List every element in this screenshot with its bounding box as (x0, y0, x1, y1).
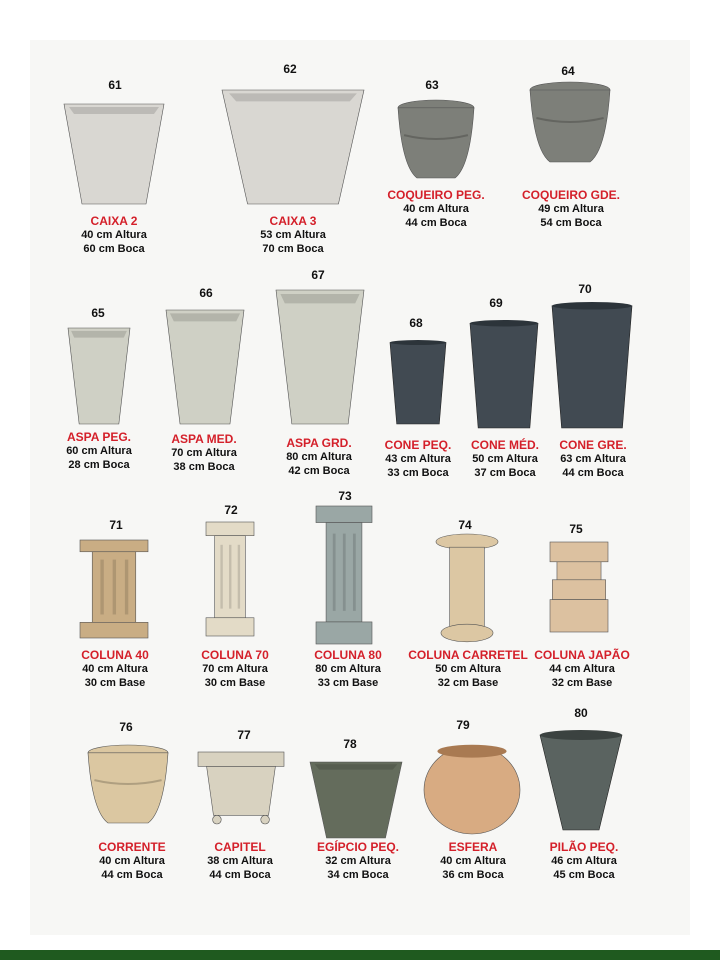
product-label (366, 188, 506, 230)
product-image (222, 90, 364, 204)
product-mouth: 33 cm Boca (387, 467, 449, 479)
product-number: 63 (425, 78, 439, 92)
product-mouth: 60 cm Boca (83, 243, 145, 255)
product-number: 80 (574, 706, 588, 720)
product-name: ASPA PEG. (66, 430, 131, 444)
product-height: 70 cm Altura (202, 663, 268, 675)
product-label (501, 188, 641, 230)
product-number: 78 (343, 737, 357, 751)
product-mouth: 32 cm Base (437, 677, 499, 689)
product-image (540, 730, 622, 830)
product-name: COQUEIRO PEG. (387, 188, 485, 202)
product-image (552, 302, 632, 428)
product-name: COLUNA 70 (201, 648, 269, 662)
product-label (512, 648, 652, 690)
product-mouth: 33 cm Base (317, 677, 379, 689)
product-label (514, 840, 654, 882)
product-image (198, 752, 284, 824)
product-name: CONE GRE. (559, 438, 627, 452)
product-mouth: 44 cm Boca (209, 869, 271, 881)
product-height: 70 cm Altura (171, 447, 237, 459)
product-image (436, 534, 498, 644)
product-mouth: 36 cm Boca (442, 869, 504, 881)
product-number: 65 (91, 306, 105, 320)
product-mouth: 70 cm Boca (262, 243, 324, 255)
product-number: 73 (338, 489, 352, 503)
product-name: CONE PEQ. (384, 438, 452, 452)
product-name: PILÃO PEQ. (549, 840, 619, 854)
product-number: 77 (237, 728, 251, 742)
product-number: 69 (489, 296, 503, 310)
product-image (550, 542, 608, 632)
product-height: 49 cm Altura (538, 203, 604, 215)
product-mouth: 44 cm Boca (405, 217, 467, 229)
product-name: COLUNA 40 (81, 648, 149, 662)
product-height: 80 cm Altura (286, 451, 352, 463)
product-mouth: 38 cm Boca (173, 461, 235, 473)
product-label (45, 648, 185, 690)
product-number: 74 (458, 518, 472, 532)
product-image (390, 340, 446, 424)
product-name: CAIXA 2 (90, 214, 138, 228)
product-height: 50 cm Altura (435, 663, 501, 675)
product-name: COLUNA JAPÃO (534, 648, 630, 662)
product-height: 40 cm Altura (81, 229, 147, 241)
product-name: CAIXA 3 (269, 214, 317, 228)
product-number: 62 (283, 62, 297, 76)
product-height: 60 cm Altura (66, 445, 132, 457)
product-image (398, 100, 474, 178)
product-label (278, 648, 418, 690)
product-height: 38 cm Altura (207, 855, 273, 867)
product-image (64, 104, 164, 204)
product-image (470, 320, 538, 428)
product-image (276, 290, 364, 424)
product-name: CAPITEL (214, 840, 266, 854)
product-name: COLUNA CARRETEL (408, 648, 528, 662)
product-label (44, 214, 184, 256)
product-image (424, 742, 520, 834)
product-image (310, 762, 402, 838)
product-mouth: 37 cm Boca (474, 467, 536, 479)
product-height: 40 cm Altura (82, 663, 148, 675)
product-number: 68 (409, 316, 423, 330)
product-mouth: 30 cm Base (204, 677, 266, 689)
product-height: 40 cm Altura (403, 203, 469, 215)
product-height: 80 cm Altura (315, 663, 381, 675)
product-height: 32 cm Altura (325, 855, 391, 867)
product-number: 79 (456, 718, 470, 732)
product-number: 66 (199, 286, 213, 300)
product-mouth: 44 cm Boca (562, 467, 624, 479)
product-name: COQUEIRO GDE. (521, 188, 620, 202)
product-image (80, 540, 148, 638)
product-height: 50 cm Altura (472, 453, 538, 465)
product-number: 71 (109, 518, 123, 532)
product-label (223, 214, 363, 256)
product-number: 64 (561, 64, 575, 78)
product-mouth: 45 cm Boca (553, 869, 615, 881)
product-name: CONE MÉD. (470, 438, 539, 452)
product-name: ASPA MED. (171, 432, 237, 446)
product-number: 75 (569, 522, 583, 536)
product-height: 40 cm Altura (99, 855, 165, 867)
product-height: 53 cm Altura (260, 229, 326, 241)
product-label (523, 438, 663, 480)
product-number: 70 (578, 282, 592, 296)
product-number: 61 (108, 78, 122, 92)
product-height: 40 cm Altura (440, 855, 506, 867)
product-image (68, 328, 130, 424)
product-name: COLUNA 80 (314, 648, 382, 662)
product-name: ASPA GRD. (286, 436, 352, 450)
product-image (88, 745, 168, 823)
product-mouth: 54 cm Boca (540, 217, 602, 229)
product-mouth: 42 cm Boca (288, 465, 350, 477)
footer-bar (0, 950, 720, 960)
product-number: 72 (224, 503, 238, 517)
product-height: 43 cm Altura (385, 453, 451, 465)
product-number: 67 (311, 268, 325, 282)
product-name: ESFERA (448, 840, 498, 854)
product-mouth: 32 cm Base (551, 677, 613, 689)
product-name: EGÍPCIO PEQ. (316, 840, 400, 854)
product-mouth: 44 cm Boca (101, 869, 163, 881)
product-mouth: 30 cm Base (84, 677, 146, 689)
product-image (206, 522, 254, 636)
product-image (530, 82, 610, 162)
product-mouth: 28 cm Boca (68, 459, 130, 471)
product-image (316, 506, 372, 644)
product-name: CORRENTE (98, 840, 166, 854)
product-height: 63 cm Altura (560, 453, 626, 465)
product-mouth: 34 cm Boca (327, 869, 389, 881)
product-height: 44 cm Altura (549, 663, 615, 675)
product-height: 46 cm Altura (551, 855, 617, 867)
product-image (166, 310, 244, 424)
product-number: 76 (119, 720, 133, 734)
